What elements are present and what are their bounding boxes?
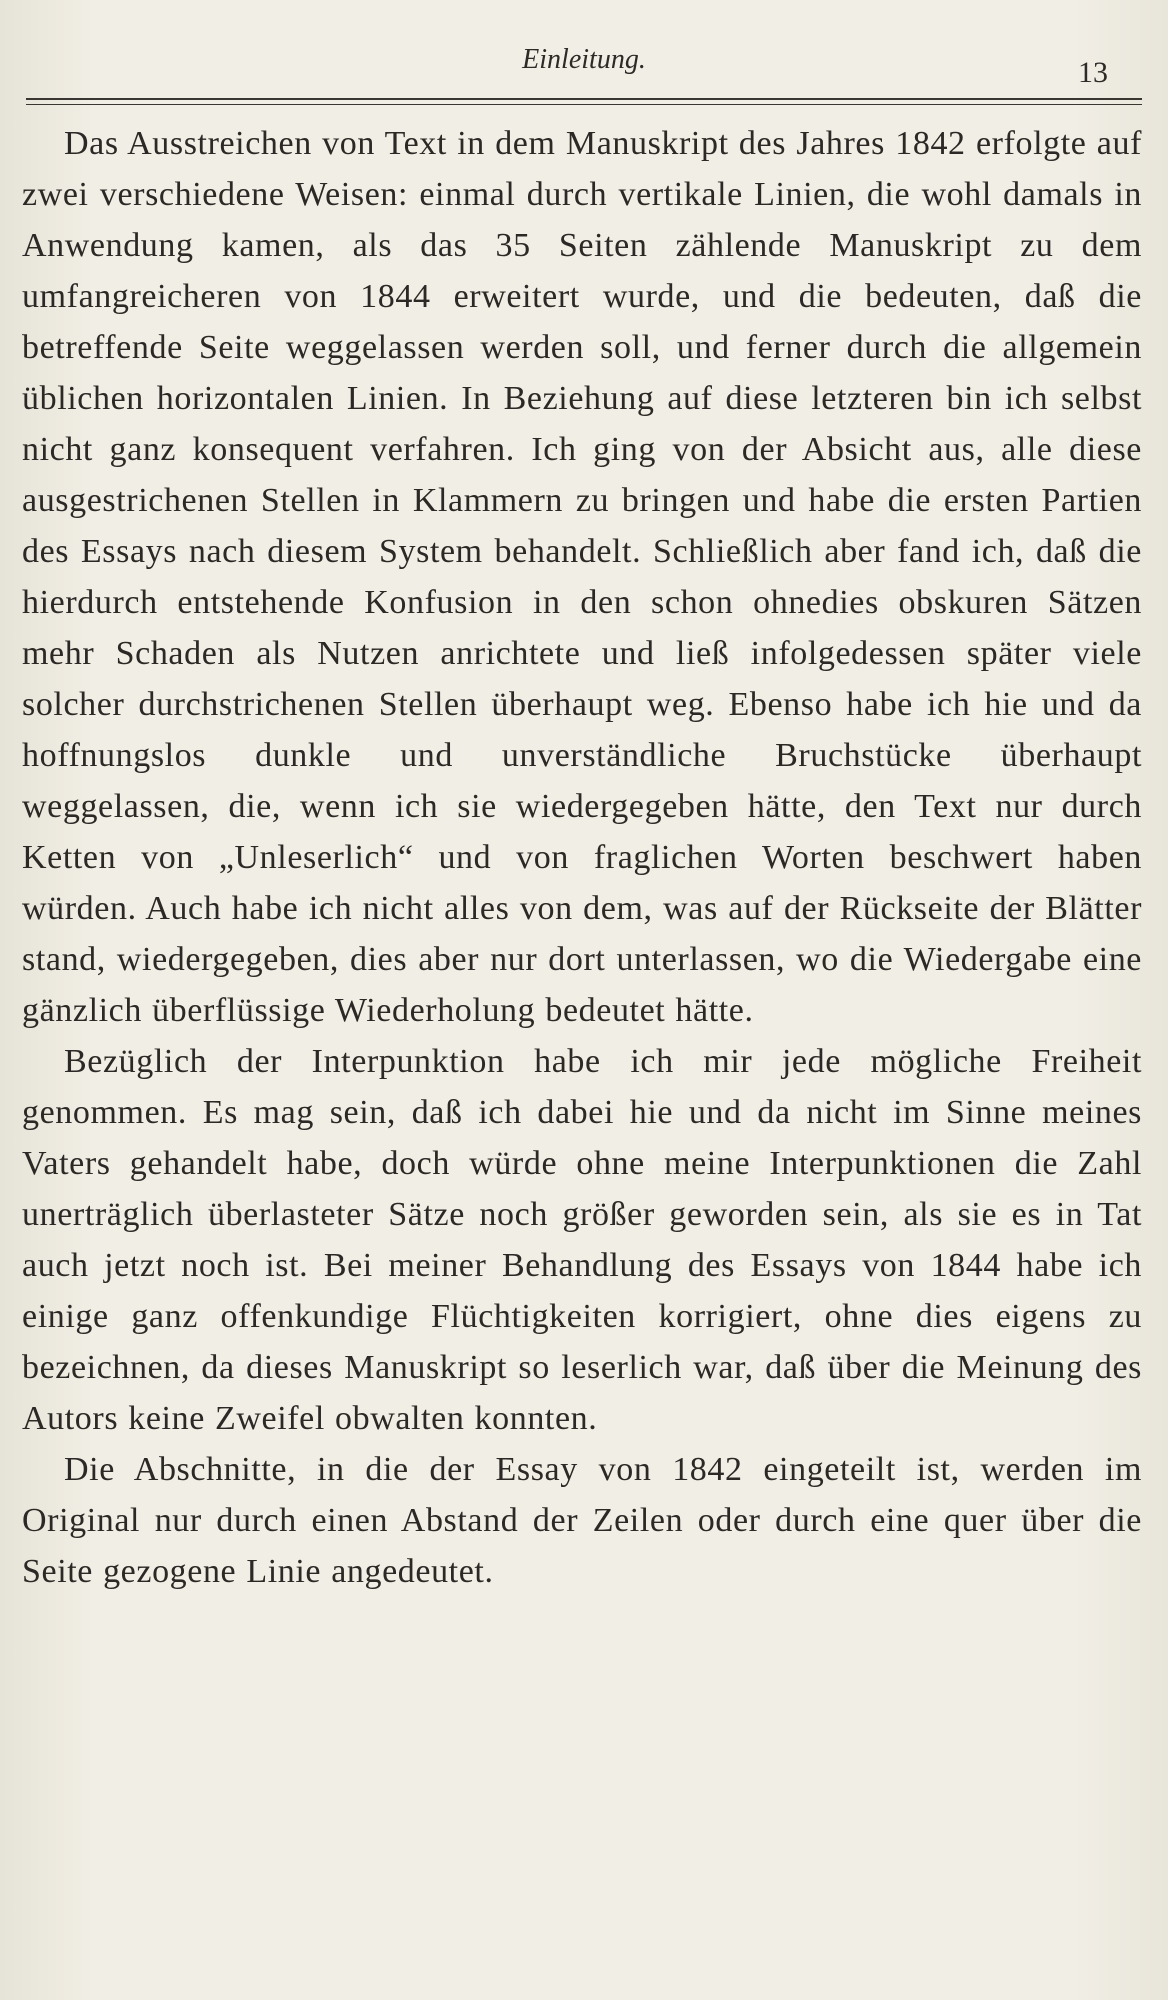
paragraph-strikethrough: Das Ausstreichen von Text in dem Manuskript des Jahres 1842 erfolgte auf zwei verschiedene Weisen: einmal durch vertikale Linien, die wohl damals in Anwendung kamen, als das 35 Seiten zählende Manuskript zu dem umfangreicheren von 1844 erweitert wurde, und die bedeuten, daß die betreffende Seite weggelassen werden soll, und ferner durch die allgemein üblichen horizontalen Linien. In Beziehung auf diese letzteren bin ich selbst nicht ganz konsequent verfahren. Ich ging von der Absicht aus, alle diese ausgestrichenen Stellen in Klammern zu bringen und habe die ersten Partien des Essays nach diesem System behandelt. Schließlich aber fand ich, daß die hierdurch entstehende Konfusion in den schon ohnedies obskuren Sätzen mehr Schaden als Nutzen anrichtete und ließ infolgedessen später viele solcher durchstrichenen Stellen überhaupt weg. Ebenso habe ich hie und da hoffnungslos dunkle und unverständliche Bruchstücke überhaupt weggelassen, die, wenn ich sie wiedergegeben hätte, den Text nur durch Ketten von „Unleserlich“ und von fraglichen Worten beschwert haben würden. Auch habe ich nicht alles von dem, was auf der Rückseite der Blätter stand, wiedergegeben, dies aber nur dort unterlassen, wo die Wiedergabe eine gänzlich überflüssige Wiederholung bedeutet hätte. xyxy=(22,125,1142,1029)
running-title: Einleitung. xyxy=(522,44,646,75)
paragraph-sections: Die Abschnitte, in die der Essay von 1842 eingeteilt ist, werden im Original nur durch einen Abstand der Zeilen oder durch eine quer über die Seite gezogene Linie angedeutet. xyxy=(22,1451,1142,1590)
running-head xyxy=(0,44,1168,89)
paragraph-punctuation: Bezüglich der Interpunktion habe ich mir jede mögliche Freiheit genommen. Es mag sein, daß ich dabei hie und da nicht im Sinne meines Vaters gehandelt habe, doch würde ohne meine Interpunktionen die Zahl unerträglich überlasteter Sätze noch größer geworden sein, als sie es in Tat auch jetzt noch ist. Bei meiner Behandlung des Essays von 1844 habe ich einige ganz offenkundige Flüchtigkeiten korrigiert, ohne dies eigens zu bezeichnen, da dieses Manuskript so leserlich war, daß über die Meinung des Autors keine Zweifel obwalten konnten. xyxy=(22,1043,1142,1437)
body-text xyxy=(22,118,1142,1597)
header-rule-bottom xyxy=(26,104,1142,105)
page-number: 13 xyxy=(1078,56,1108,89)
header-rule-top xyxy=(26,98,1142,100)
